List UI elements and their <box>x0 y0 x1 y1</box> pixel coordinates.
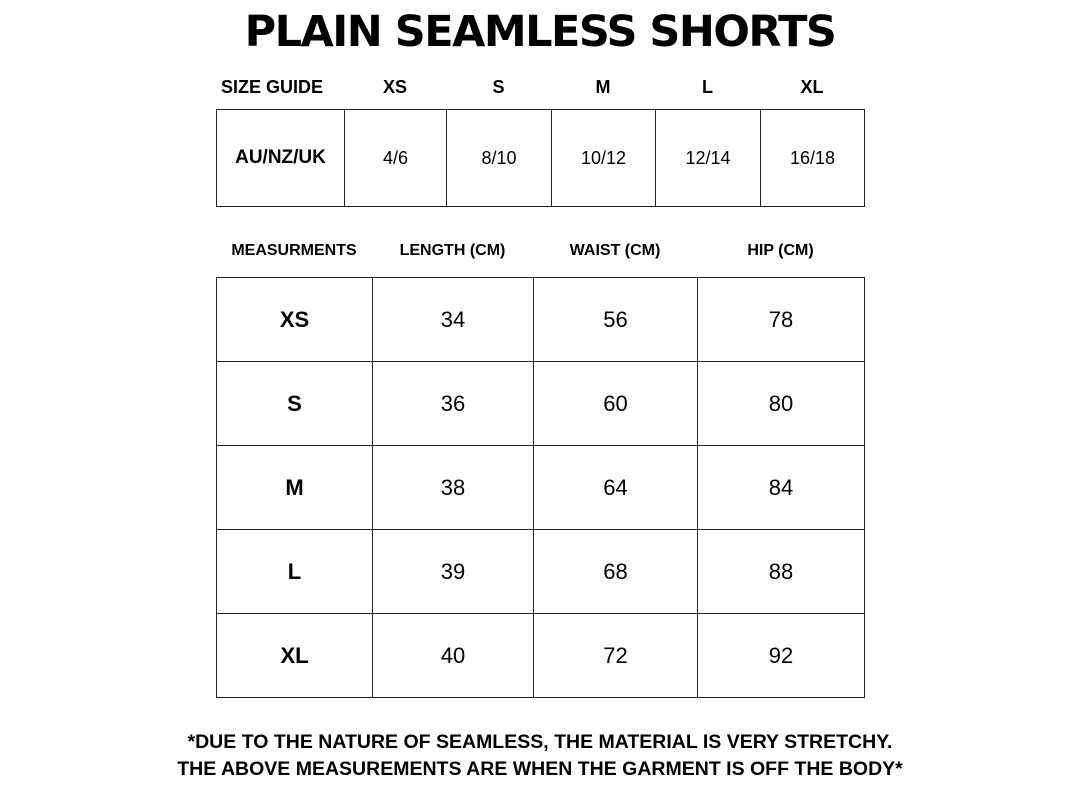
table-row <box>217 614 865 698</box>
hip-value: 88 <box>698 530 865 614</box>
table-row <box>217 446 865 530</box>
size-value-s: 8/10 <box>447 110 552 207</box>
waist-header: WAIST (CM) <box>569 242 661 259</box>
waist-value: 72 <box>534 614 698 698</box>
hip-value: 84 <box>698 446 865 530</box>
row-size-label: XS <box>217 278 373 362</box>
size-header-l: L <box>702 77 713 97</box>
size-guide-header-row <box>216 74 864 100</box>
size-header-xl: XL <box>800 77 824 97</box>
table-row <box>217 110 865 207</box>
measurements-label: MEASURMENTS <box>231 242 357 259</box>
table-row <box>217 530 865 614</box>
waist-value: 60 <box>534 362 698 446</box>
table-row <box>217 278 865 362</box>
size-value-l: 12/14 <box>656 110 761 207</box>
region-label: AU/NZ/UK <box>217 110 345 207</box>
length-value: 34 <box>373 278 534 362</box>
length-value: 38 <box>373 446 534 530</box>
size-header-s: S <box>492 77 505 97</box>
length-value: 36 <box>373 362 534 446</box>
size-value-xl: 16/18 <box>761 110 865 207</box>
measurements-header-row <box>216 239 864 263</box>
measurements-table <box>216 277 865 698</box>
hip-header: HIP (CM) <box>747 242 814 259</box>
size-value-m: 10/12 <box>552 110 656 207</box>
size-value-xs: 4/6 <box>345 110 447 207</box>
row-size-label: XL <box>217 614 373 698</box>
page-title: PLAIN SEAMLESS SHORTS <box>244 7 836 57</box>
size-guide-label: SIZE GUIDE <box>221 77 324 97</box>
waist-value: 68 <box>534 530 698 614</box>
row-size-label: M <box>217 446 373 530</box>
length-header: LENGTH (CM) <box>399 242 506 259</box>
hip-value: 78 <box>698 278 865 362</box>
row-size-label: L <box>217 530 373 614</box>
hip-value: 92 <box>698 614 865 698</box>
footnote-line-1: *DUE TO THE NATURE OF SEAMLESS, THE MATERIAL IS VERY STRETCHY. <box>187 731 893 753</box>
footnote <box>0 729 1080 783</box>
waist-value: 56 <box>534 278 698 362</box>
length-value: 40 <box>373 614 534 698</box>
size-guide-table <box>216 109 865 207</box>
waist-value: 64 <box>534 446 698 530</box>
footnote-line-2: THE ABOVE MEASUREMENTS ARE WHEN THE GARMENT IS OFF THE BODY* <box>177 758 903 780</box>
length-value: 39 <box>373 530 534 614</box>
size-header-m: M <box>595 77 611 97</box>
hip-value: 80 <box>698 362 865 446</box>
row-size-label: S <box>217 362 373 446</box>
table-row <box>217 362 865 446</box>
size-header-xs: XS <box>382 77 407 97</box>
